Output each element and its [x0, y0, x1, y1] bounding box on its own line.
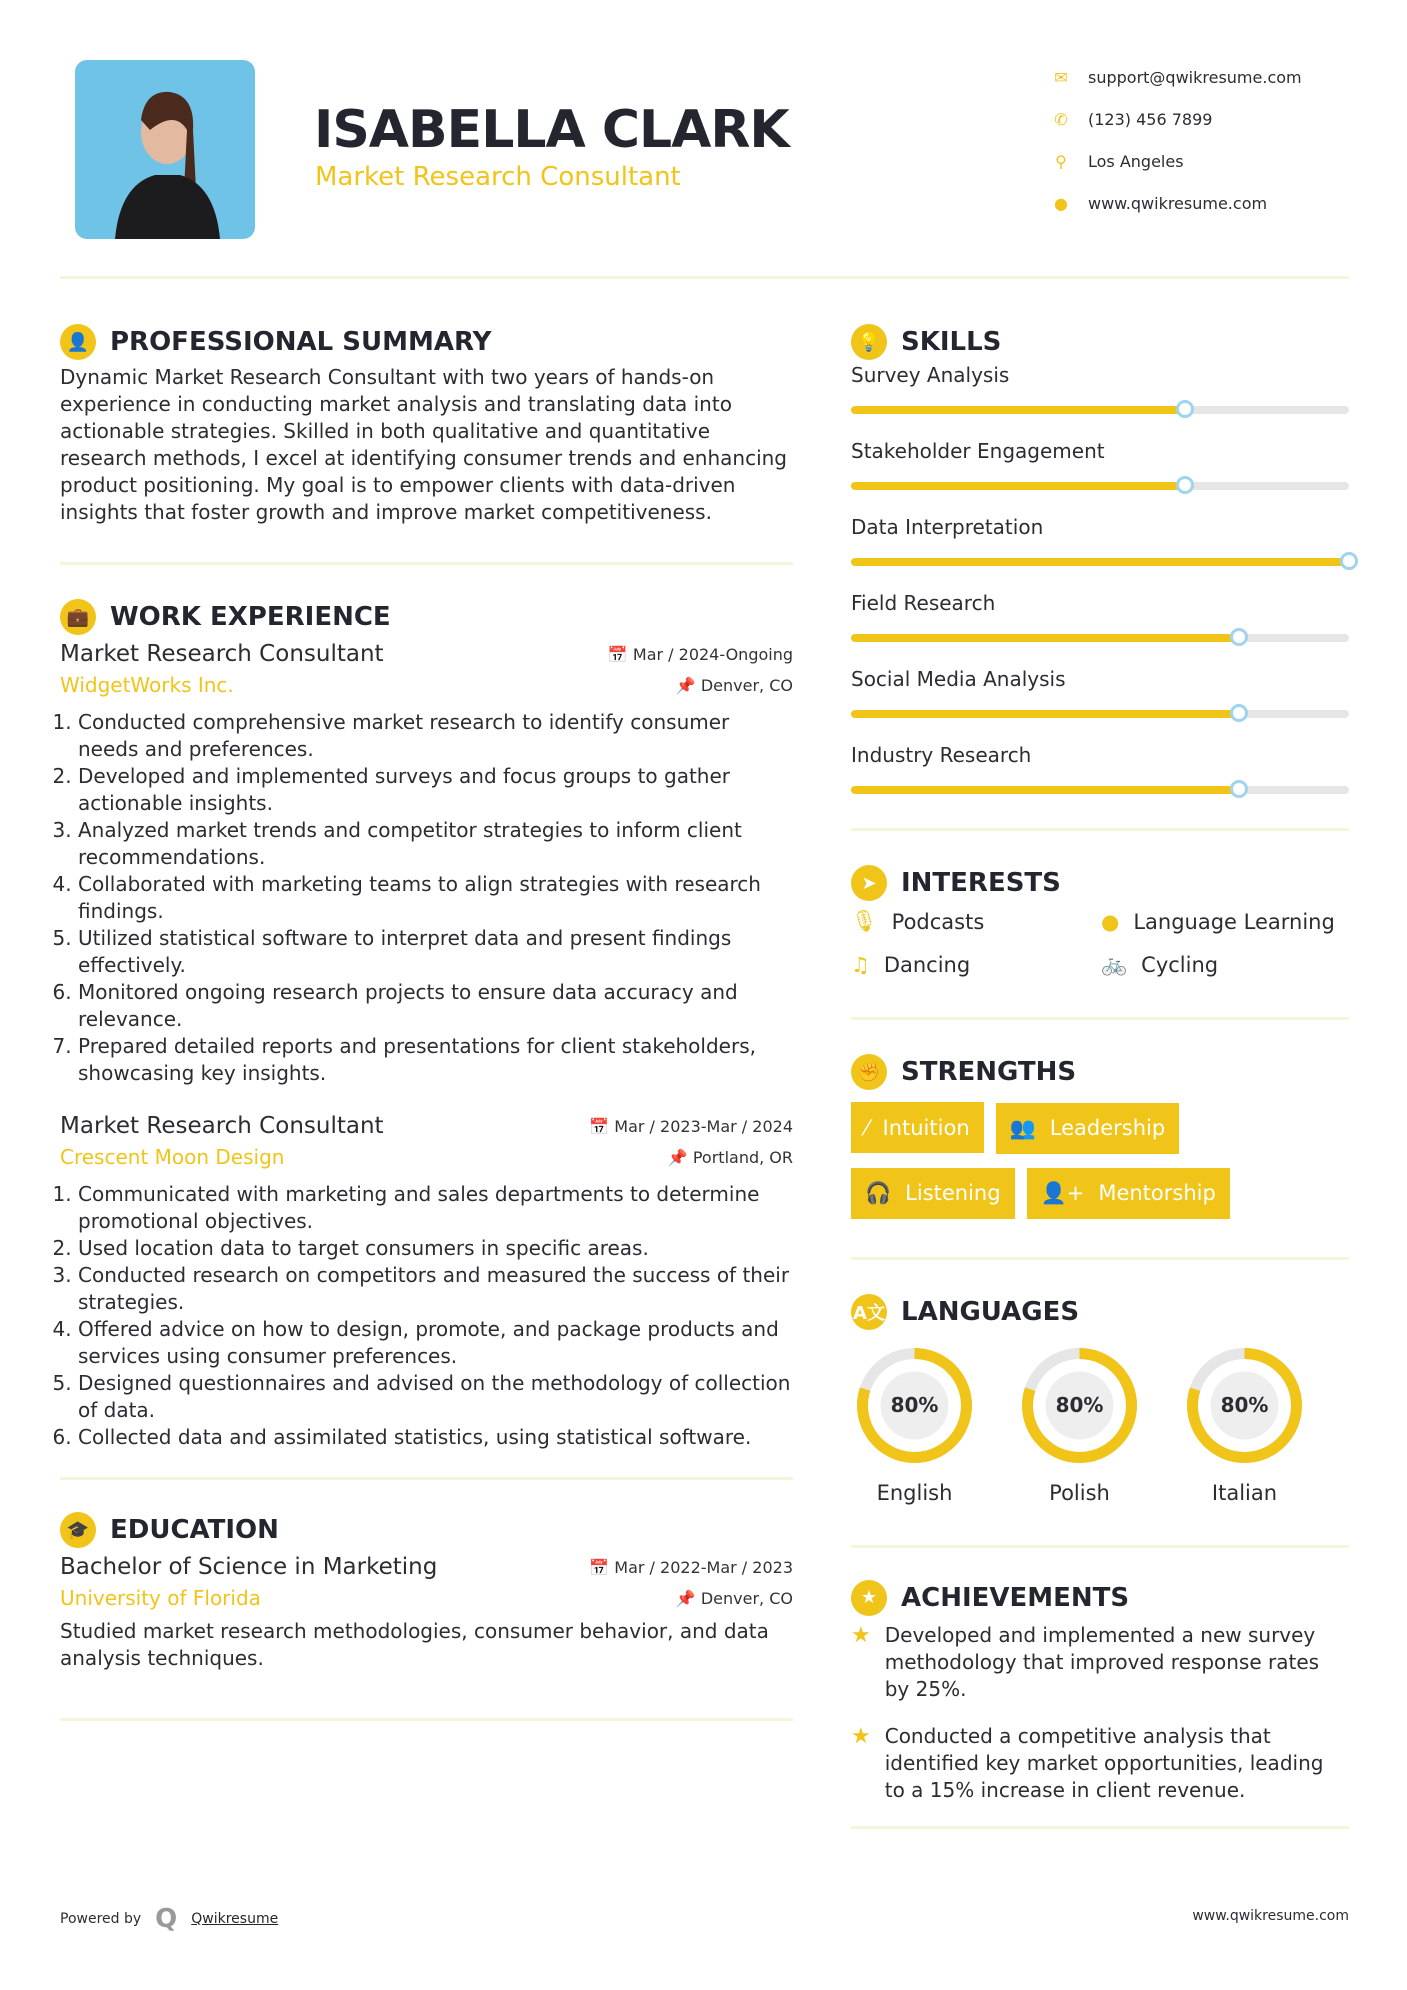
heading-text: PROFESSIONAL SUMMARY — [110, 327, 492, 357]
skill-knob — [1176, 476, 1194, 494]
date-text: Mar / 2024-Ongoing — [632, 644, 793, 664]
job-duty: 2. Developed and implemented surveys and focus groups to gather actionable insights. — [78, 763, 793, 817]
language-name: English — [876, 1480, 953, 1505]
interest-item — [1101, 952, 1351, 977]
contact-text: support@qwikresume.com — [1088, 67, 1302, 87]
divider — [851, 1017, 1349, 1020]
job-location: 📌 Portland, OR — [667, 1147, 793, 1167]
language-percent: 80% — [890, 1393, 939, 1417]
candidate-name: ISABELLA CLARK — [314, 100, 789, 160]
skill-name: Data Interpretation — [851, 515, 1044, 539]
lightbulb-icon: 💡 — [851, 324, 887, 360]
language-list — [851, 1342, 1349, 1505]
strength-tag — [1027, 1168, 1230, 1219]
interest-label: Dancing — [883, 952, 971, 977]
right-column — [851, 322, 1349, 1829]
skill-name: Field Research — [851, 591, 996, 615]
graduation-cap-icon: 🎓 — [60, 1512, 96, 1548]
job-duty: 4. Offered advice on how to design, promote, and package products and services using consumer preferences. — [78, 1316, 793, 1370]
summary-heading — [60, 322, 793, 362]
skill-fill — [851, 634, 1239, 642]
job-duty: 5. Utilized statistical software to interpret data and present findings effectively. — [78, 925, 793, 979]
date-text: Mar / 2023-Mar / 2024 — [614, 1116, 793, 1136]
skill-bar — [851, 634, 1349, 642]
user-plus-icon: 👤+ — [1040, 1180, 1085, 1205]
globe-icon: ● — [1101, 909, 1120, 934]
fist-icon: ✊ — [851, 1054, 887, 1090]
globe-icon: ● — [1054, 193, 1068, 213]
footer-site[interactable]: www.qwikresume.com — [1192, 1908, 1349, 1924]
job-title: Market Research Consultant — [60, 641, 384, 667]
language-percent: 80% — [1055, 1393, 1104, 1417]
interest-label: Podcasts — [891, 909, 985, 934]
skill-name: Social Media Analysis — [851, 667, 1066, 691]
achievement-text: Developed and implemented a new survey methodology that improved response rates by 25%. — [884, 1622, 1320, 1701]
star-icon: ★ — [851, 1723, 871, 1749]
skill-item — [851, 742, 1349, 818]
interest-label: Language Learning — [1133, 909, 1335, 934]
skill-list — [851, 362, 1349, 818]
company: Crescent Moon Design — [60, 1145, 285, 1169]
job-duty: 1. Conducted comprehensive market research to identify consumer needs and preferences. — [78, 709, 793, 763]
job-duty: 4. Collaborated with marketing teams to align strategies with research findings. — [78, 871, 793, 925]
school: University of Florida — [60, 1586, 261, 1610]
languages-heading — [851, 1292, 1349, 1332]
job-list — [60, 641, 793, 1451]
interest-label: Cycling — [1141, 952, 1219, 977]
education-heading — [60, 1510, 793, 1550]
magic-wand-icon: ⁄ — [865, 1115, 869, 1140]
divider — [851, 1826, 1349, 1829]
strength-label: Leadership — [1049, 1116, 1166, 1140]
divider — [60, 1718, 793, 1721]
strength-tag — [996, 1103, 1180, 1154]
divider — [60, 562, 793, 565]
achievements-heading — [851, 1578, 1349, 1618]
company: WidgetWorks Inc. — [60, 673, 234, 697]
contact-email[interactable] — [1052, 56, 1302, 98]
interest-item — [1101, 909, 1351, 934]
skill-knob — [1176, 400, 1194, 418]
users-icon: 👥 — [1009, 1115, 1036, 1140]
skill-knob — [1230, 704, 1248, 722]
divider — [60, 1477, 793, 1480]
skills-heading — [851, 322, 1349, 362]
strength-label: Mentorship — [1098, 1181, 1216, 1205]
achievement-item — [851, 1622, 1349, 1703]
qwikresume-logo-icon: Q — [155, 1904, 178, 1934]
skill-bar — [851, 558, 1349, 566]
location-text: Portland, OR — [692, 1147, 793, 1167]
candidate-title: Market Research Consultant — [315, 162, 681, 192]
footer-powered — [60, 1904, 278, 1934]
divider — [851, 828, 1349, 831]
briefcase-icon: 💼 — [60, 599, 96, 635]
language-item — [1181, 1342, 1308, 1505]
paper-plane-icon: ➤ — [851, 865, 887, 901]
divider — [851, 1545, 1349, 1548]
strengths-heading — [851, 1052, 1349, 1092]
left-column — [60, 322, 793, 1721]
heading-text: INTERESTS — [901, 868, 1061, 898]
skill-knob — [1230, 780, 1248, 798]
skill-bar — [851, 406, 1349, 414]
language-item — [851, 1342, 978, 1505]
location-text: Denver, CO — [700, 1588, 793, 1608]
qwikresume-link[interactable]: Qwikresume — [191, 1911, 279, 1927]
divider — [851, 1257, 1349, 1260]
skill-fill — [851, 406, 1185, 414]
job-entry — [60, 1113, 793, 1451]
interest-item — [851, 909, 1101, 934]
job-date: 📅 Mar / 2023-Mar / 2024 — [589, 1116, 793, 1136]
date-text: Mar / 2022-Mar / 2023 — [614, 1557, 793, 1577]
job-duty: 5. Designed questionnaires and advised on the methodology of collection of data. — [78, 1370, 793, 1424]
strength-label: Listening — [905, 1181, 1001, 1205]
job-entry — [60, 641, 793, 1087]
bicycle-icon: 🚲 — [1101, 952, 1128, 976]
skill-name: Stakeholder Engagement — [851, 439, 1105, 463]
skill-item — [851, 362, 1349, 438]
star-icon: ★ — [851, 1622, 871, 1648]
powered-by-text: Powered by — [60, 1911, 142, 1927]
heading-text: EDUCATION — [110, 1515, 279, 1545]
job-duty: 3. Analyzed market trends and competitor strategies to inform client recommendations. — [78, 817, 793, 871]
skill-fill — [851, 710, 1239, 718]
job-location: 📌 Denver, CO — [675, 675, 793, 695]
contact-website[interactable] — [1052, 182, 1302, 224]
skill-bar — [851, 710, 1349, 718]
user-icon: 👤 — [60, 324, 96, 360]
contact-location — [1052, 140, 1302, 182]
job-duty: 2. Used location data to target consumers in specific areas. — [78, 1235, 793, 1262]
job-date: 📅 Mar / 2024-Ongoing — [607, 644, 793, 664]
education-text: Studied market research methodologies, consumer behavior, and data analysis techniques. — [60, 1619, 769, 1670]
interest-item — [851, 952, 1101, 977]
skill-knob — [1230, 628, 1248, 646]
interests-heading — [851, 863, 1349, 903]
strength-tag — [851, 1168, 1015, 1219]
education-date: 📅 Mar / 2022-Mar / 2023 — [589, 1557, 793, 1577]
language-name: Italian — [1211, 1480, 1278, 1505]
envelope-icon: ✉ — [1054, 67, 1068, 87]
skill-bar — [851, 786, 1349, 794]
skill-item — [851, 438, 1349, 514]
job-duty: 6. Monitored ongoing research projects to ensure data accuracy and relevance. — [78, 979, 793, 1033]
map-marker-icon: ⚲ — [1055, 151, 1067, 171]
language-item — [1016, 1342, 1143, 1505]
microphone-icon: 🎙 — [851, 909, 878, 933]
strength-tag — [851, 1102, 984, 1153]
language-name: Polish — [1049, 1480, 1110, 1505]
profile-photo — [75, 60, 255, 239]
achievement-text: Conducted a competitive analysis that identified key market opportunities, leading to a 15% increase in client revenue. — [884, 1723, 1324, 1802]
heading-text: SKILLS — [901, 327, 1002, 357]
contact-list — [1052, 56, 1302, 224]
job-duty: 7. Prepared detailed reports and presentations for client stakeholders, showcasing key insights. — [78, 1033, 793, 1087]
headphones-icon: 🎧 — [865, 1180, 892, 1205]
heading-text: STRENGTHS — [901, 1057, 1077, 1087]
skill-item — [851, 590, 1349, 666]
location-text: Denver, CO — [700, 675, 793, 695]
skill-item — [851, 514, 1349, 590]
heading-text: WORK EXPERIENCE — [110, 602, 391, 632]
skill-bar — [851, 482, 1349, 490]
contact-text: www.qwikresume.com — [1088, 193, 1268, 213]
skill-fill — [851, 558, 1349, 566]
music-icon: ♫ — [851, 952, 870, 977]
skill-name: Survey Analysis — [851, 363, 1010, 387]
skill-fill — [851, 786, 1239, 794]
heading-text: LANGUAGES — [901, 1296, 1080, 1327]
skill-item — [851, 666, 1349, 742]
job-duty: 6. Collected data and assimilated statistics, using statistical software. — [78, 1424, 793, 1451]
language-icon: A文 — [851, 1294, 887, 1330]
job-duty: 3. Conducted research on competitors and measured the success of their strategies. — [78, 1262, 793, 1316]
work-heading — [60, 597, 793, 637]
language-percent: 80% — [1220, 1393, 1269, 1417]
degree: Bachelor of Science in Marketing — [60, 1554, 438, 1580]
contact-phone — [1052, 98, 1302, 140]
summary-text: Dynamic Market Research Consultant with two years of hands-on experience in conducting market analysis and translating data into actionable strategies. Skilled in both qualitative and quantitative research methods, I excel at identifying consumer trends and enhancing product positioning. My goal is to empower clients with data-driven insights that foster growth and improve market competitiveness. — [60, 365, 788, 524]
skill-name: Industry Research — [851, 743, 1032, 767]
strength-label: Intuition — [882, 1115, 970, 1140]
header-divider — [60, 276, 1349, 279]
star-icon: ★ — [851, 1580, 887, 1616]
skill-knob — [1340, 552, 1358, 570]
education-location: 📌 Denver, CO — [675, 1588, 793, 1608]
heading-text: ACHIEVEMENTS — [901, 1582, 1130, 1613]
skill-fill — [851, 482, 1185, 490]
contact-text: (123) 456 7899 — [1088, 109, 1213, 129]
job-duty: 1. Communicated with marketing and sales departments to determine promotional objectives. — [78, 1181, 793, 1235]
phone-icon: ✆ — [1054, 109, 1068, 129]
achievement-item — [851, 1723, 1349, 1804]
contact-text: Los Angeles — [1088, 151, 1184, 171]
job-title: Market Research Consultant — [60, 1113, 384, 1139]
